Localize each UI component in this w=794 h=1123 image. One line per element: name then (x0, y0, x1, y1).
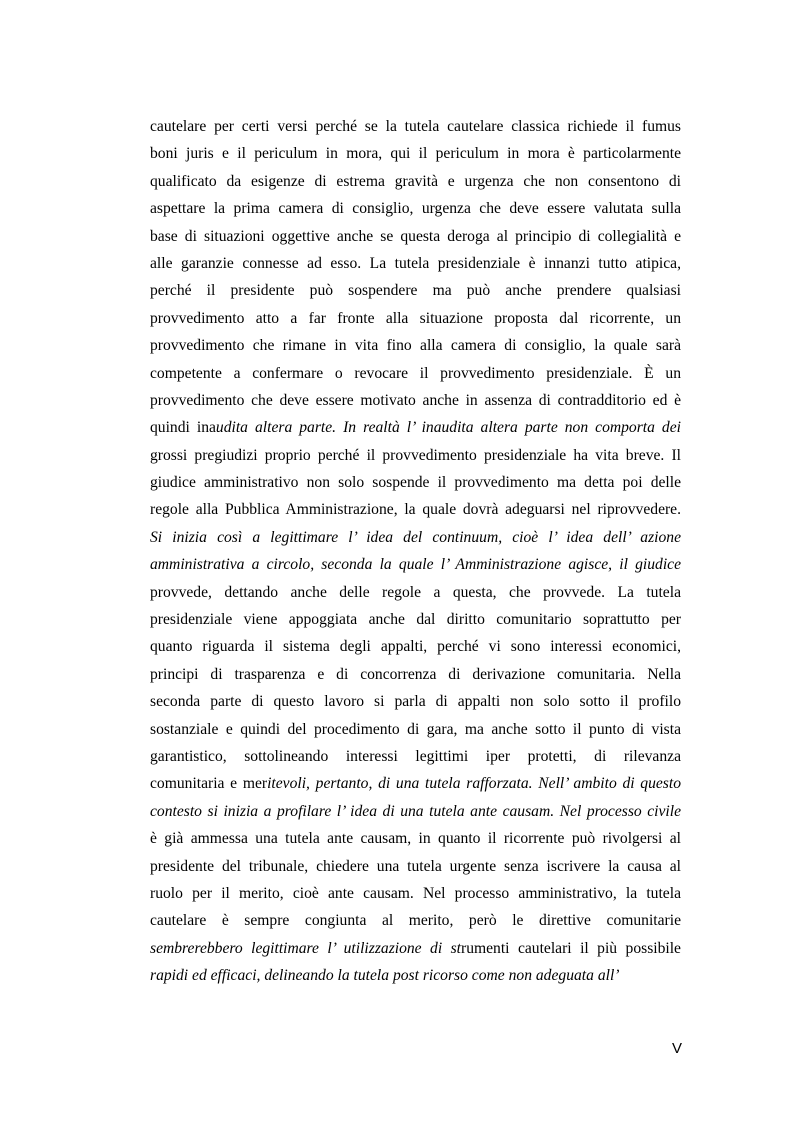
text-run: regole alla Pubblica Amministrazione, la quale dovrà adeguarsi nel riprovvedere. (150, 501, 681, 519)
italic-text-run: contesto si inizia a profilare l’ idea di una tutela ante causam. Nel processo civile (150, 802, 681, 820)
text-run: rumenti cautelari il più possibile (461, 939, 681, 957)
text-line (150, 688, 681, 715)
text-run: ruolo per il merito, cioè ante causam. Nel processo amministrativo, la tutela (150, 884, 681, 902)
italic-text-run: Si inizia così a legittimare l’ idea del continuum, cioè l’ idea dell’ azione (150, 528, 681, 546)
text-run: provvede, dettando anche delle regole a questa, che provvede. La tutela (150, 583, 681, 601)
text-run: presidenziale viene appoggiata anche dal diritto comunitario soprattutto per (150, 611, 681, 629)
text-line (150, 579, 681, 606)
text-line (150, 661, 681, 688)
text-line (150, 250, 681, 277)
italic-text-run: rapidi ed efficaci, delineando la tutela post ricorso come non adeguata all’ (150, 967, 620, 985)
text-line (150, 551, 681, 578)
text-line (150, 168, 681, 195)
text-line (150, 716, 681, 743)
text-line (150, 277, 681, 304)
text-run: qualificato da esigenze di estrema gravità e urgenza che non consentono di (150, 172, 681, 190)
text-run: quanto riguarda il sistema degli appalti, perché vi sono interessi economici, (150, 638, 681, 656)
text-line (150, 853, 681, 880)
text-line (150, 633, 681, 660)
text-line (150, 305, 681, 332)
text-run: quindi ina (150, 419, 216, 437)
italic-text-run: sembrerebbero legittimare l’ utilizzazione di st (150, 939, 462, 957)
text-line (150, 496, 681, 523)
text-line (150, 223, 681, 250)
text-line (150, 360, 681, 387)
italic-text-run: udita altera parte. In realtà l’ inaudita altera parte non comporta dei (215, 419, 681, 437)
text-line (150, 770, 681, 797)
text-run: alle garanzie connesse ad esso. La tutela presidenziale è innanzi tutto atipica, (150, 254, 681, 272)
text-line (150, 880, 681, 907)
text-run: base di situazioni oggettive anche se questa deroga al principio di collegialità e (150, 227, 681, 245)
text-line (150, 414, 681, 441)
text-line (150, 825, 681, 852)
text-run: grossi pregiudizi proprio perché il provvedimento presidenziale ha vita breve. Il (150, 446, 681, 464)
italic-text-run: amministrativa a circolo, seconda la quale l’ Amministrazione agisce, il giudice (150, 556, 681, 574)
text-run: aspettare la prima camera di consiglio, urgenza che deve essere valutata sulla (150, 200, 681, 218)
text-line (150, 606, 681, 633)
text-run: competente a confermare o revocare il provvedimento presidenziale. È un (150, 364, 681, 382)
text-run: perché il presidente può sospendere ma può anche prendere qualsiasi (150, 282, 681, 300)
text-line (150, 935, 681, 962)
text-line (150, 907, 681, 934)
text-run: giudice amministrativo non solo sospende il provvedimento ma detta poi delle (150, 474, 681, 492)
text-line (150, 387, 681, 414)
text-run: seconda parte di questo lavoro si parla di appalti non solo sotto il profilo (150, 693, 681, 711)
text-run: provvedimento che deve essere motivato anche in assenza di contradditorio ed è (150, 391, 681, 409)
text-line (150, 962, 681, 989)
italic-text-run: itevoli, pertanto, di una tutela rafforzata. Nell’ ambito di questo (267, 775, 681, 793)
text-run: cautelare è sempre congiunta al merito, però le direttive comunitarie (150, 912, 681, 930)
text-line (150, 524, 681, 551)
text-run: provvedimento che rimane in vita fino alla camera di consiglio, la quale sarà (150, 337, 681, 355)
text-line (150, 195, 681, 222)
text-line (150, 113, 681, 140)
text-run: principi di trasparenza e di concorrenza di derivazione comunitaria. Nella (150, 665, 681, 683)
text-line (150, 798, 681, 825)
text-run: comunitaria e mer (150, 775, 268, 793)
text-run: provvedimento atto a far fronte alla situazione proposta dal ricorrente, un (150, 309, 681, 327)
text-line (150, 332, 681, 359)
text-line (150, 442, 681, 469)
text-line (150, 469, 681, 496)
text-line (150, 140, 681, 167)
text-run: è già ammessa una tutela ante causam, in quanto il ricorrente può rivolgersi al (150, 830, 681, 848)
text-run: sostanziale e quindi del procedimento di gara, ma anche sotto il punto di vista (150, 720, 681, 738)
text-run: garantistico, sottolineando interessi legittimi iper protetti, di rilevanza (150, 747, 681, 765)
page-number: V (671, 1040, 682, 1057)
text-line (150, 743, 681, 770)
body-text (150, 113, 681, 990)
text-run: presidente del tribunale, chiedere una tutela urgente senza iscrivere la causa al (150, 857, 681, 875)
text-run: boni juris e il periculum in mora, qui il periculum in mora è particolarmente (150, 145, 681, 163)
text-run: cautelare per certi versi perché se la tutela cautelare classica richiede il fumus (150, 118, 681, 135)
